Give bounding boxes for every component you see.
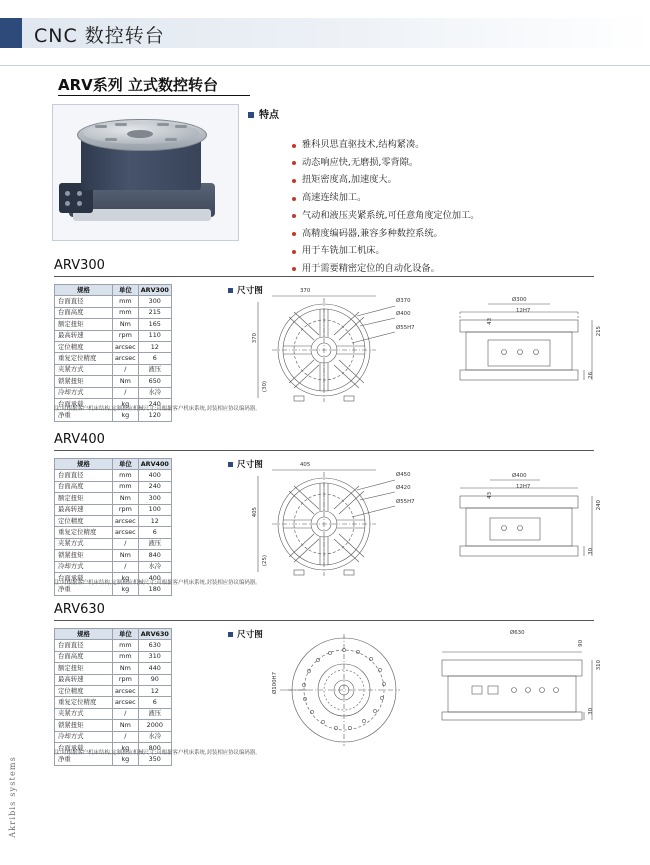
cell-unit: rpm [113,504,139,515]
spec-table-arv400 [54,458,172,596]
cell-name: 净重 [55,584,113,595]
cell-value: 12 [138,685,171,696]
cell-value: 90 [138,674,171,685]
dim-callout-1-arv300: Ø370 [396,298,411,304]
table-row [55,640,172,651]
cell-name: 额定扭矩 [55,663,113,674]
table-row [55,341,172,352]
page-title: CNC 数控转台 [34,25,165,47]
col-header-spec: 规格 [55,629,113,640]
table-note-arv630: 注:可根据客户机床结构,定制相应机械尺寸;可根据客户机床系统,封装相应协议编码器。 [54,750,261,756]
cell-name: 最高转速 [55,330,113,341]
dim-sub-arv400: 30 [588,548,594,555]
photo-slot-5 [105,138,117,141]
photo-slot-3 [157,123,169,126]
page-header [0,18,650,48]
cell-unit: kg [113,584,139,595]
dimension-drawing-arv300 [232,288,600,406]
cell-value: 400 [138,572,171,583]
header-rule [0,65,650,66]
table-row [55,550,172,561]
cell-unit: / [113,708,139,719]
cell-value: 液压 [138,708,171,719]
dim-callout-2-arv300: Ø400 [396,311,411,317]
dimension-drawing-arv630 [232,632,600,750]
cell-unit: rpm [113,330,139,341]
cell-unit: mm [113,470,139,481]
table-row [55,651,172,662]
section-underline-arv400 [54,450,594,451]
dim-top-width-arv300: 370 [300,288,311,294]
dim-callout-2-arv400: Ø420 [396,485,411,491]
table-row [55,697,172,708]
table-row [55,319,172,330]
cell-name: 额定扭矩 [55,493,113,504]
feature-item: 雅科贝思直驱技术,结构紧凑。 [292,140,622,150]
table-row [55,307,172,318]
cell-name: 台面承载 [55,742,113,753]
section-title-arv400: ARV400 [54,432,105,447]
cell-value: 350 [138,754,171,765]
cell-unit: kg [113,742,139,753]
photo-base-plate [73,209,211,221]
dim-height-arv630: 310 [596,660,602,671]
section-underline-arv630 [54,620,594,621]
dim-top-width-arv400: 405 [300,462,311,468]
dim-height-arv400: 240 [596,500,602,511]
table-row [55,685,172,696]
cell-unit: kg [113,572,139,583]
cell-unit: / [113,561,139,572]
cell-unit: mm [113,481,139,492]
table-row [55,708,172,719]
cell-value: 300 [138,296,171,307]
cell-value: 840 [138,550,171,561]
dim-side-height-arv400: 405 [252,507,258,518]
photo-connector-1 [65,191,70,196]
dim-top-width-arv630: Ø630 [510,630,525,636]
cell-value: 6 [138,697,171,708]
table-row [55,353,172,364]
dim-sub-arv630: 30 [588,708,594,715]
table-row [55,663,172,674]
cell-unit: kg [113,410,139,421]
dimension-drawing-arv400 [232,462,600,580]
dimension-heading-label: 尺寸图 [237,630,263,640]
dimension-heading-label: 尺寸图 [237,460,263,470]
dim-holes-arv400: 12H7 [516,484,531,490]
cell-unit: mm [113,307,139,318]
table-row [55,561,172,572]
feature-item: 动态响应快,无磨损,零背隙。 [292,158,622,168]
table-note-arv400: 注:可根据客户机床结构,定制相应机械尺寸;可根据客户机床系统,封装相应协议编码器。 [54,580,261,586]
cell-name: 重复定位精度 [55,353,113,364]
dimension-heading-label: 尺寸图 [237,286,263,296]
cell-unit: arcsec [113,685,139,696]
square-bullet-icon [248,112,254,118]
col-header-spec: 规格 [55,285,113,296]
col-header-spec: 规格 [55,459,113,470]
cell-unit: arcsec [113,697,139,708]
section-title-arv630: ARV630 [54,602,105,617]
cell-value: 300 [138,493,171,504]
table-header-row [55,629,172,640]
table-row [55,330,172,341]
cell-unit: / [113,387,139,398]
cell-value: 液压 [138,538,171,549]
cell-name: 台面直径 [55,640,113,651]
col-header-unit: 单位 [113,285,139,296]
cell-value: 6 [138,353,171,364]
cell-name: 重复定位精度 [55,697,113,708]
cell-value: 800 [138,742,171,753]
cell-name: 定位精度 [55,515,113,526]
cell-name: 锁紧扭矩 [55,376,113,387]
product-photo [52,104,239,241]
header-accent-block [0,18,22,48]
cell-name: 额定扭矩 [55,319,113,330]
table-row [55,481,172,492]
brand-side-text: Akribis systems [8,756,17,838]
cell-value: 水冷 [138,387,171,398]
cell-unit: / [113,364,139,375]
dim-topt-arv300: 43 [487,318,493,325]
table-row [55,527,172,538]
dim-callout-3-arv400: Ø55H7 [396,499,415,505]
cell-value: 240 [138,398,171,409]
section-underline-arv300 [54,276,594,277]
product-title-underline [58,95,250,96]
dim-side-height-arv300: 370 [252,333,258,344]
cell-value: 310 [138,651,171,662]
cell-name: 重复定位精度 [55,527,113,538]
table-note-arv300: 注:可根据客户机床结构,定制相应机械尺寸;可根据客户机床系统,封装相应协议编码器。 [54,406,261,412]
cell-name: 定位精度 [55,341,113,352]
cell-unit: / [113,538,139,549]
cell-unit: Nm [113,720,139,731]
section-title-arv300: ARV300 [54,258,105,273]
cell-unit: Nm [113,319,139,330]
features-list [252,140,622,282]
dim-topt-arv400: 43 [487,492,493,499]
feature-item: 高速连续加工。 [292,193,622,203]
cell-name: 锁紧扭矩 [55,720,113,731]
dim-callout-3-arv300: Ø55H7 [396,325,415,331]
cell-name: 夹紧方式 [55,364,113,375]
cell-value: 630 [138,640,171,651]
photo-slot-6 [165,138,177,141]
cell-unit: arcsec [113,515,139,526]
table-row [55,504,172,515]
cell-name: 冷却方式 [55,731,113,742]
dim-holes-arv300: 12H7 [516,308,531,314]
cell-unit: mm [113,640,139,651]
table-row [55,720,172,731]
cell-value: 440 [138,663,171,674]
dim-sub-arv300: 26 [588,372,594,379]
table-row [55,731,172,742]
spec-table-arv630 [54,628,172,766]
cell-unit: / [113,731,139,742]
cell-unit: arcsec [113,341,139,352]
photo-connector-2 [65,201,70,206]
feature-item: 高精度编码器,兼容多种数控系统。 [292,229,622,239]
cell-name: 台面高度 [55,651,113,662]
photo-connector-3 [77,191,82,196]
cell-name: 最高转速 [55,674,113,685]
spec-table-arv300 [54,284,172,422]
table-row [55,493,172,504]
table-row [55,296,172,307]
photo-slot-4 [175,125,187,128]
cell-unit: mm [113,296,139,307]
dim-callout-1-arv630: Ø100H7 [272,672,278,695]
cell-value: 12 [138,341,171,352]
cell-value: 215 [138,307,171,318]
cell-name: 台面承载 [55,572,113,583]
feature-item: 扭矩密度高,加速度大。 [292,175,622,185]
cell-value: 165 [138,319,171,330]
cell-value: 110 [138,330,171,341]
dim-topt-arv630: 90 [578,640,584,647]
feature-item: 气动和液压夹紧系统,可任意角度定位加工。 [292,211,622,221]
table-row [55,376,172,387]
cell-value: 240 [138,481,171,492]
cell-value: 100 [138,504,171,515]
cell-value: 水冷 [138,561,171,572]
cell-name: 台面承载 [55,398,113,409]
dim-bottom-note-arv300: (30) [262,381,268,393]
dim-height-arv300: 215 [596,326,602,337]
cell-name: 台面高度 [55,307,113,318]
cell-name: 冷却方式 [55,387,113,398]
cell-value: 400 [138,470,171,481]
table-row [55,470,172,481]
table-row [55,538,172,549]
dim-bottom-note-arv400: (25) [262,555,268,567]
col-header-model: ARV300 [138,285,171,296]
feature-item: 用于需要精密定位的自动化设备。 [292,264,622,274]
cell-name: 锁紧扭矩 [55,550,113,561]
cell-value: 12 [138,515,171,526]
cell-value: 液压 [138,364,171,375]
cell-value: 180 [138,584,171,595]
photo-connector-4 [77,201,82,206]
cell-value: 6 [138,527,171,538]
col-header-model: ARV630 [138,629,171,640]
cell-name: 夹紧方式 [55,708,113,719]
product-title: ARV系列 立式数控转台 [58,76,218,94]
cell-unit: kg [113,754,139,765]
cell-value: 120 [138,410,171,421]
cell-value: 650 [138,376,171,387]
cell-value: 2000 [138,720,171,731]
table-row [55,387,172,398]
cell-unit: kg [113,398,139,409]
cell-unit: Nm [113,493,139,504]
cell-name: 夹紧方式 [55,538,113,549]
table-row [55,364,172,375]
table-header-row [55,459,172,470]
cell-unit: Nm [113,663,139,674]
cell-value: 水冷 [138,731,171,742]
cell-unit: Nm [113,376,139,387]
table-row [55,515,172,526]
photo-center-hub [127,130,153,138]
features-heading-label: 特点 [259,110,279,121]
cell-unit: rpm [113,674,139,685]
dim-bore-arv300: Ø300 [512,297,527,303]
cell-name: 台面高度 [55,481,113,492]
cell-name: 定位精度 [55,685,113,696]
cell-unit: mm [113,651,139,662]
table-row [55,674,172,685]
cell-name: 台面直径 [55,470,113,481]
table-header-row [55,285,172,296]
feature-item: 用于车铣加工机床。 [292,246,622,256]
cell-name: 最高转速 [55,504,113,515]
cell-unit: Nm [113,550,139,561]
col-header-unit: 单位 [113,629,139,640]
dim-bore-arv400: Ø400 [512,473,527,479]
col-header-unit: 单位 [113,459,139,470]
dim-callout-1-arv400: Ø450 [396,472,411,478]
cell-name: 冷却方式 [55,561,113,572]
photo-slot-2 [115,123,127,126]
photo-slot-1 [95,125,107,128]
cell-name: 净重 [55,754,113,765]
features-heading [248,106,279,121]
cell-name: 净重 [55,410,113,421]
cell-unit: arcsec [113,527,139,538]
col-header-model: ARV400 [138,459,171,470]
cell-name: 台面直径 [55,296,113,307]
cell-unit: arcsec [113,353,139,364]
